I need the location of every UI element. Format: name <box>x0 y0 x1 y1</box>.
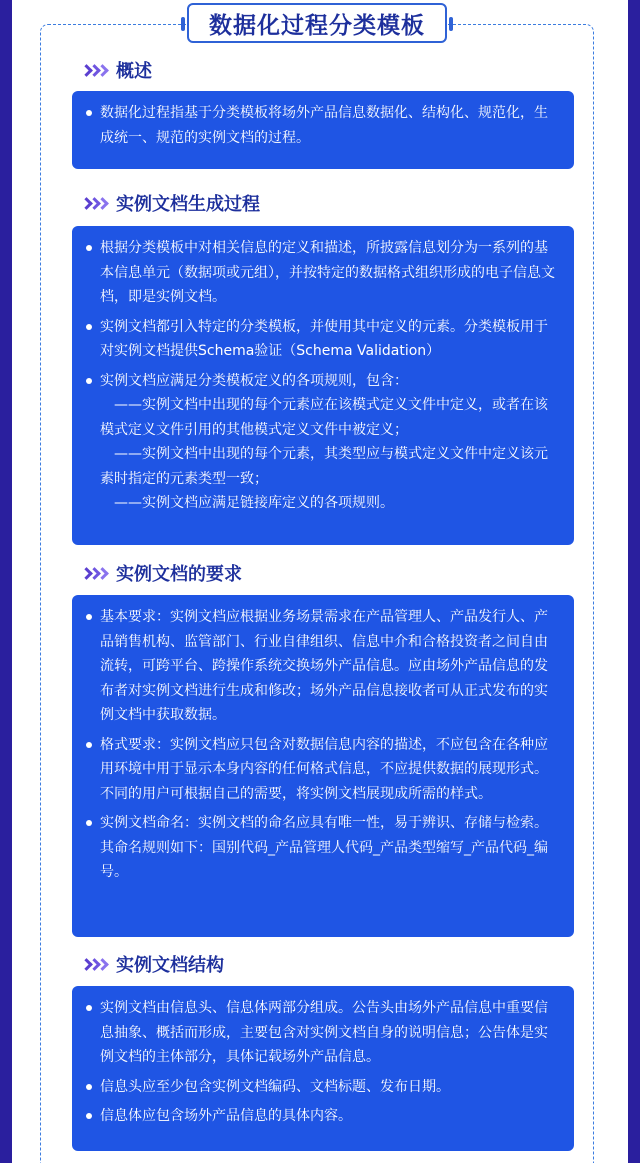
card-structure <box>72 986 574 1151</box>
section-heading-label: 实例文档生成过程 <box>116 194 260 215</box>
triple-chevron-icon <box>82 199 106 208</box>
triple-chevron-icon <box>82 66 106 75</box>
section-heading-label: 实例文档的要求 <box>116 564 242 585</box>
list-item: 基本要求：实例文档应根据业务场景需求在产品管理人、产品发行人、产品销售机构、监管部门、行业自律组织、信息中介和合格投资者之间自由流转，可跨平台、跨操作系统交换场外产品信息。应由场外产品信息的发布者对实例文档进行生成和修改；场外产品信息接收者可从正式发布的实例文档中获取数据。 <box>86 605 560 728</box>
list-item: 信息头应至少包含实例文档编码、文档标题、发布日期。 <box>86 1075 560 1100</box>
title-tab <box>187 3 447 43</box>
list-item: 格式要求：实例文档应只包含对数据信息内容的描述，不应包含在各种应用环境中用于显示本身内容的任何格式信息，不应提供数据的展现形式。不同的用户可根据自己的需要，将实例文档展现成所需的样式。 <box>86 733 560 807</box>
sub-item: ——实例文档中出现的每个元素，其类型应与模式定义文件中定义该元素时指定的元素类型一致； <box>100 446 548 487</box>
triple-chevron-icon <box>82 960 106 969</box>
section-heading-label: 实例文档结构 <box>116 955 224 976</box>
list-item <box>86 369 560 516</box>
triple-chevron-icon <box>82 569 106 578</box>
page-title: 数据化过程分类模板 <box>209 12 425 39</box>
list-item: 信息体应包含场外产品信息的具体内容。 <box>86 1104 560 1129</box>
list-item: 根据分类模板中对相关信息的定义和描述，所披露信息划分为一系列的基本信息单元（数据项或元组），并按特定的数据格式组织形成的电子信息文档，即是实例文档。 <box>86 236 560 310</box>
section-heading-requirements <box>82 558 242 588</box>
section-heading-structure <box>82 949 224 979</box>
card-generation <box>72 226 574 545</box>
section-heading-generation <box>82 188 260 218</box>
sub-item: ——实例文档中出现的每个元素应在该模式定义文件中定义，或者在该模式定义文件引用的其他模式定义文件中被定义； <box>100 397 548 438</box>
list-item: 实例文档都引入特定的分类模板，并使用其中定义的元素。分类模板用于对实例文档提供Schema验证（Schema Validation） <box>86 315 560 364</box>
section-heading-label: 概述 <box>116 61 152 82</box>
card-overview <box>72 91 574 169</box>
list-item: 实例文档由信息头、信息体两部分组成。公告头由场外产品信息中重要信息抽象、概括而形成，主要包含对实例文档自身的说明信息；公告体是实例文档的主体部分，具体记载场外产品信息。 <box>86 996 560 1070</box>
list-item-text: 实例文档应满足分类模板定义的各项规则，包含： <box>100 372 408 389</box>
sub-item: ——实例文档应满足链接库定义的各项规则。 <box>114 495 394 511</box>
list-item: 实例文档命名：实例文档的命名应具有唯一性，易于辨识、存储与检索。其命名规则如下：国别代码_产品管理人代码_产品类型缩写_产品代码_编号。 <box>86 811 560 885</box>
list-item: 数据化过程指基于分类模板将场外产品信息数据化、结构化、规范化，生成统一、规范的实例文档的过程。 <box>86 101 560 150</box>
card-requirements <box>72 595 574 937</box>
section-heading-overview <box>82 55 152 85</box>
